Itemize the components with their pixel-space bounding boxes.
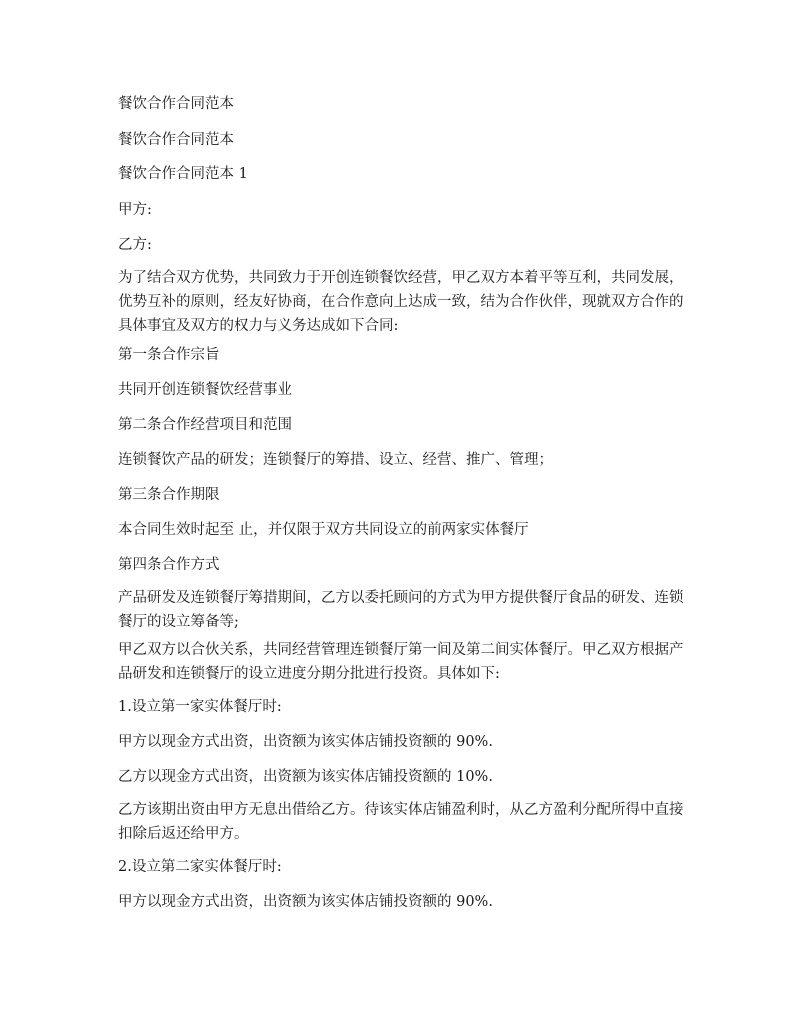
item-1-party-b: 乙方以现金方式出资，出资额为该实体店铺投资额的 10%. <box>118 769 493 785</box>
intro-paragraph: 为了结合双方优势，共同致力于开创连锁餐饮经营，甲乙双方本着平等互利，共同发展，优势互补的原则，经友好协商，在合作意向上达成一致，结为合作伙伴，现就双方合作的具体事宜及双方的权力与义务达成如下合同: <box>118 270 684 334</box>
article-4-title: 第四条合作方式 <box>118 557 220 573</box>
document-heading: 餐饮合作合同范本 1 <box>118 166 248 182</box>
item-1-note: 乙方该期出资由甲方无息出借给乙方。待该实体店铺盈利时，从乙方盈利分配所得中直接扣除后返还给甲方。 <box>118 802 684 842</box>
party-a-label: 甲方: <box>118 202 152 218</box>
article-3-title: 第三条合作期限 <box>118 487 220 503</box>
article-2-title: 第二条合作经营项目和范围 <box>118 417 292 433</box>
article-4-paragraph: 产品研发及连锁餐厅筹措期间，乙方以委托顾问的方式为甲方提供餐厅食品的研发、连锁餐厅的设立筹备等; <box>118 590 684 630</box>
item-1-party-a: 甲方以现金方式出资，出资额为该实体店铺投资额的 90%. <box>118 734 493 750</box>
item-2-title: 2.设立第二家实体餐厅时: <box>118 859 282 875</box>
party-b-label: 乙方: <box>118 237 152 253</box>
article-4-paragraph: 甲乙双方以合伙关系，共同经营管理连锁餐厅第一间及第二间实体餐厅。甲乙双方根据产品研发和连锁餐厅的设立进度分期分批进行投资。具体如下: <box>118 642 684 682</box>
article-3-body: 本合同生效时起至 止，并仅限于双方共同设立的前两家实体餐厅 <box>118 522 529 538</box>
item-2-party-a: 甲方以现金方式出资，出资额为该实体店铺投资额的 90%. <box>118 894 493 910</box>
document-title: 餐饮合作合同范本 <box>118 96 234 112</box>
document-subtitle: 餐饮合作合同范本 <box>118 132 234 148</box>
article-1-title: 第一条合作宗旨 <box>118 347 220 363</box>
article-2-body: 连锁餐饮产品的研发；连锁餐厅的筹措、设立、经营、推广、管理； <box>118 452 553 468</box>
item-1-title: 1.设立第一家实体餐厅时: <box>118 699 282 715</box>
article-1-body: 共同开创连锁餐饮经营事业 <box>118 382 292 398</box>
